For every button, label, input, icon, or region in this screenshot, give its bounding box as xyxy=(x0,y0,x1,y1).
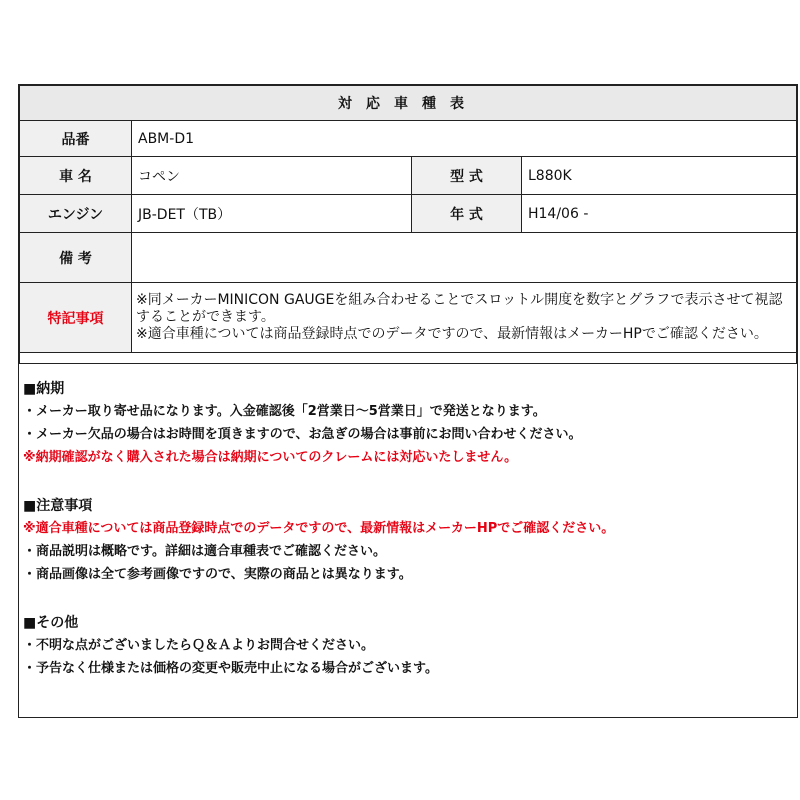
delivery-line: ・メーカー欠品の場合はお時間を頂きますので、お急ぎの場合は事前にお問い合わせください。 xyxy=(23,427,582,442)
compatibility-table xyxy=(19,85,797,364)
engine-label: エンジン xyxy=(20,195,132,233)
table-row xyxy=(20,283,797,353)
year-label: 年 式 xyxy=(412,195,522,233)
notes-section xyxy=(19,364,797,677)
spacer-row xyxy=(20,353,797,364)
compatibility-sheet xyxy=(18,84,798,718)
table-row xyxy=(20,121,797,157)
remarks-value xyxy=(132,233,797,283)
special-note-line: ※同メーカーMINICON GAUGEを組み合わせることでスロットル開度を数字とグラフで表示させて視認することができます。 xyxy=(136,292,783,325)
car-name-label: 車 名 xyxy=(20,157,132,195)
special-notes-value xyxy=(132,283,797,353)
other-line: ・不明な点がございましたらＱ＆Ａよりお問合せください。 xyxy=(23,638,375,653)
part-no-value: ABM-D1 xyxy=(132,121,797,157)
engine-value: JB-DET（TB） xyxy=(132,195,412,233)
delivery-title: ■納期 xyxy=(23,381,65,397)
other-line: ・予告なく仕様または価格の変更や販売中止になる場合がございます。 xyxy=(23,661,438,676)
section-gap xyxy=(23,590,793,612)
remarks-label: 備 考 xyxy=(20,233,132,283)
table-row xyxy=(20,233,797,283)
table-row xyxy=(20,195,797,233)
delivery-line: ・メーカー取り寄せ品になります。入金確認後「2営業日～5営業日」で発送となります。 xyxy=(23,404,546,419)
section-gap xyxy=(23,473,793,495)
model-value: L880K xyxy=(522,157,797,195)
other-title: ■その他 xyxy=(23,615,79,631)
table-row xyxy=(20,157,797,195)
caution-warning: ※適合車種については商品登録時点でのデータですので、最新情報はメーカーHPでご確認ください。 xyxy=(23,521,615,536)
table-title: 対応車種表 xyxy=(20,86,797,121)
part-no-label: 品番 xyxy=(20,121,132,157)
special-notes-label: 特記事項 xyxy=(20,283,132,353)
spacer-cell xyxy=(20,353,797,364)
delivery-warning: ※納期確認がなく購入された場合は納期についてのクレームには対応いたしません。 xyxy=(23,450,518,465)
caution-title: ■注意事項 xyxy=(23,498,93,514)
car-name-value: コペン xyxy=(132,157,412,195)
year-value: H14/06 - xyxy=(522,195,797,233)
table-title-row xyxy=(20,86,797,121)
caution-line: ・商品説明は概略です。詳細は適合車種表でご確認ください。 xyxy=(23,544,386,559)
caution-line: ・商品画像は全て参考画像ですので、実際の商品とは異なります。 xyxy=(23,567,412,582)
model-label: 型 式 xyxy=(412,157,522,195)
special-note-line: ※適合車種については商品登録時点でのデータですので、最新情報はメーカーHPでご確認ください。 xyxy=(136,326,768,342)
